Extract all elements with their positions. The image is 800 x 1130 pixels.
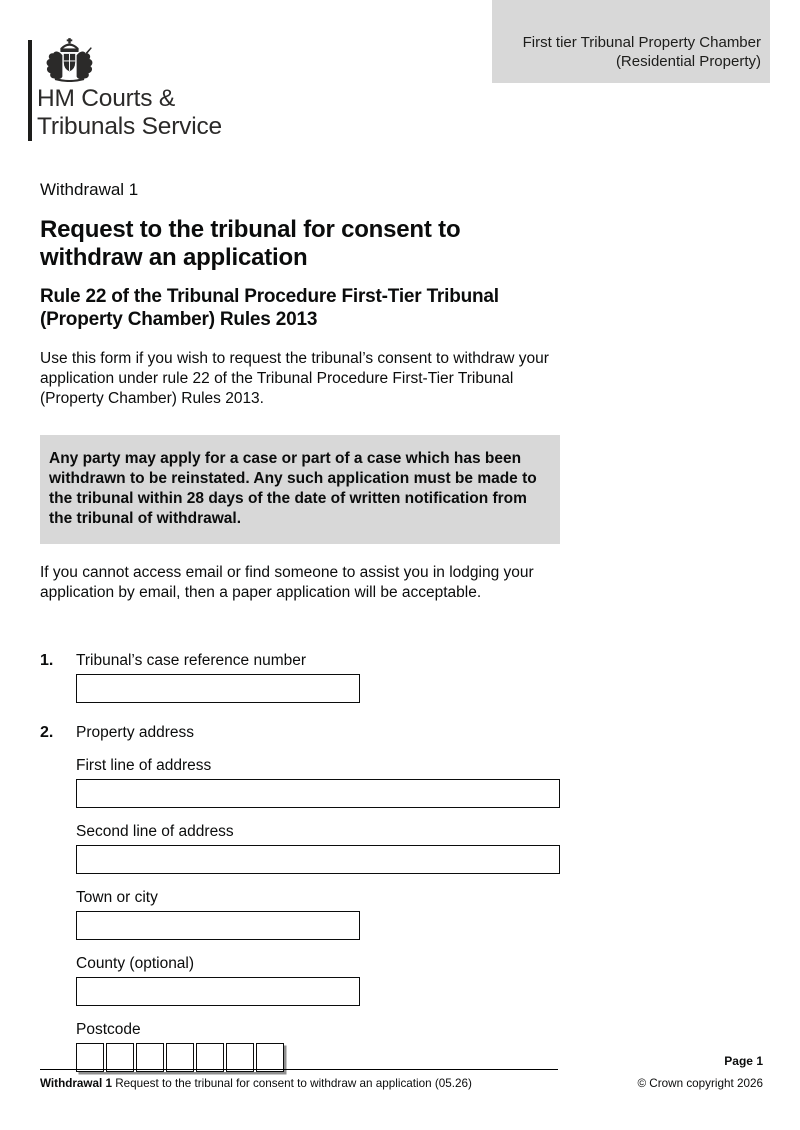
town-or-city-input[interactable] [76,911,360,940]
form-code: Withdrawal 1 [40,180,139,199]
logo-text [37,85,222,140]
address-line-2-label: Second line of address [76,823,234,840]
logo-line2: Tribunals Service [37,112,222,140]
page-number: Page 1 [724,1054,763,1068]
royal-coat-of-arms-icon [41,38,98,82]
question-1-number: 1. [40,652,54,669]
address-line-1-label: First line of address [76,757,212,774]
form-title: Request to the tribunal for consent to withdraw an application [40,216,461,271]
town-or-city-field [76,888,560,940]
question-1 [40,651,560,703]
case-reference-input[interactable] [76,674,360,703]
footer-form-id [40,1077,472,1090]
logo-vertical-bar [28,40,32,141]
chamber-banner [492,0,770,83]
footer-rule [40,1069,558,1070]
footer [40,1055,763,1090]
county-label: County (optional) [76,955,195,972]
postcode-label: Postcode [76,1021,141,1038]
address-line-2-input[interactable] [76,845,560,874]
property-address-label: Property address [76,724,195,741]
reinstatement-notice: Any party may apply for a case or part of a case which has been withdrawn to be reinstated. Any such application must be made to the tribunal within 28 days of the date of written notification from the tribunal of withdrawal. [40,435,560,544]
chamber-banner-line1: First tier Tribunal Property Chamber [522,34,761,51]
paper-application-note: If you cannot access email or find someone to assist you in lodging your application by email, then a paper application will be acceptable. [40,564,534,601]
address-line-2-field [76,822,560,874]
county-field [76,954,560,1006]
hmcts-logo [28,38,258,142]
county-input[interactable] [76,977,360,1006]
form-subtitle: Rule 22 of the Tribunal Procedure First-Tier Tribunal (Property Chamber) Rules 2013 [40,286,499,330]
intro-paragraph: Use this form if you wish to request the tribunal’s consent to withdraw your application under rule 22 of the Tribunal Procedure First-Tier Tribunal (Property Chamber) Rules 2013. [40,350,549,407]
logo-line1: HM Courts & [37,85,176,112]
form-body [40,181,560,1072]
copyright-notice: © Crown copyright 2026 [637,1077,763,1090]
question-2 [40,723,560,1072]
town-or-city-label: Town or city [76,889,158,906]
chamber-banner-line2: (Residential Property) [615,53,761,70]
case-reference-label: Tribunal’s case reference number [76,652,307,669]
footer-form-code: Withdrawal 1 [40,1077,112,1090]
footer-form-description: Request to the tribunal for consent to withdraw an application (05.26) [111,1077,472,1090]
address-line-1-input[interactable] [76,779,560,808]
address-line-1-field [76,756,560,808]
question-2-number: 2. [40,724,54,741]
